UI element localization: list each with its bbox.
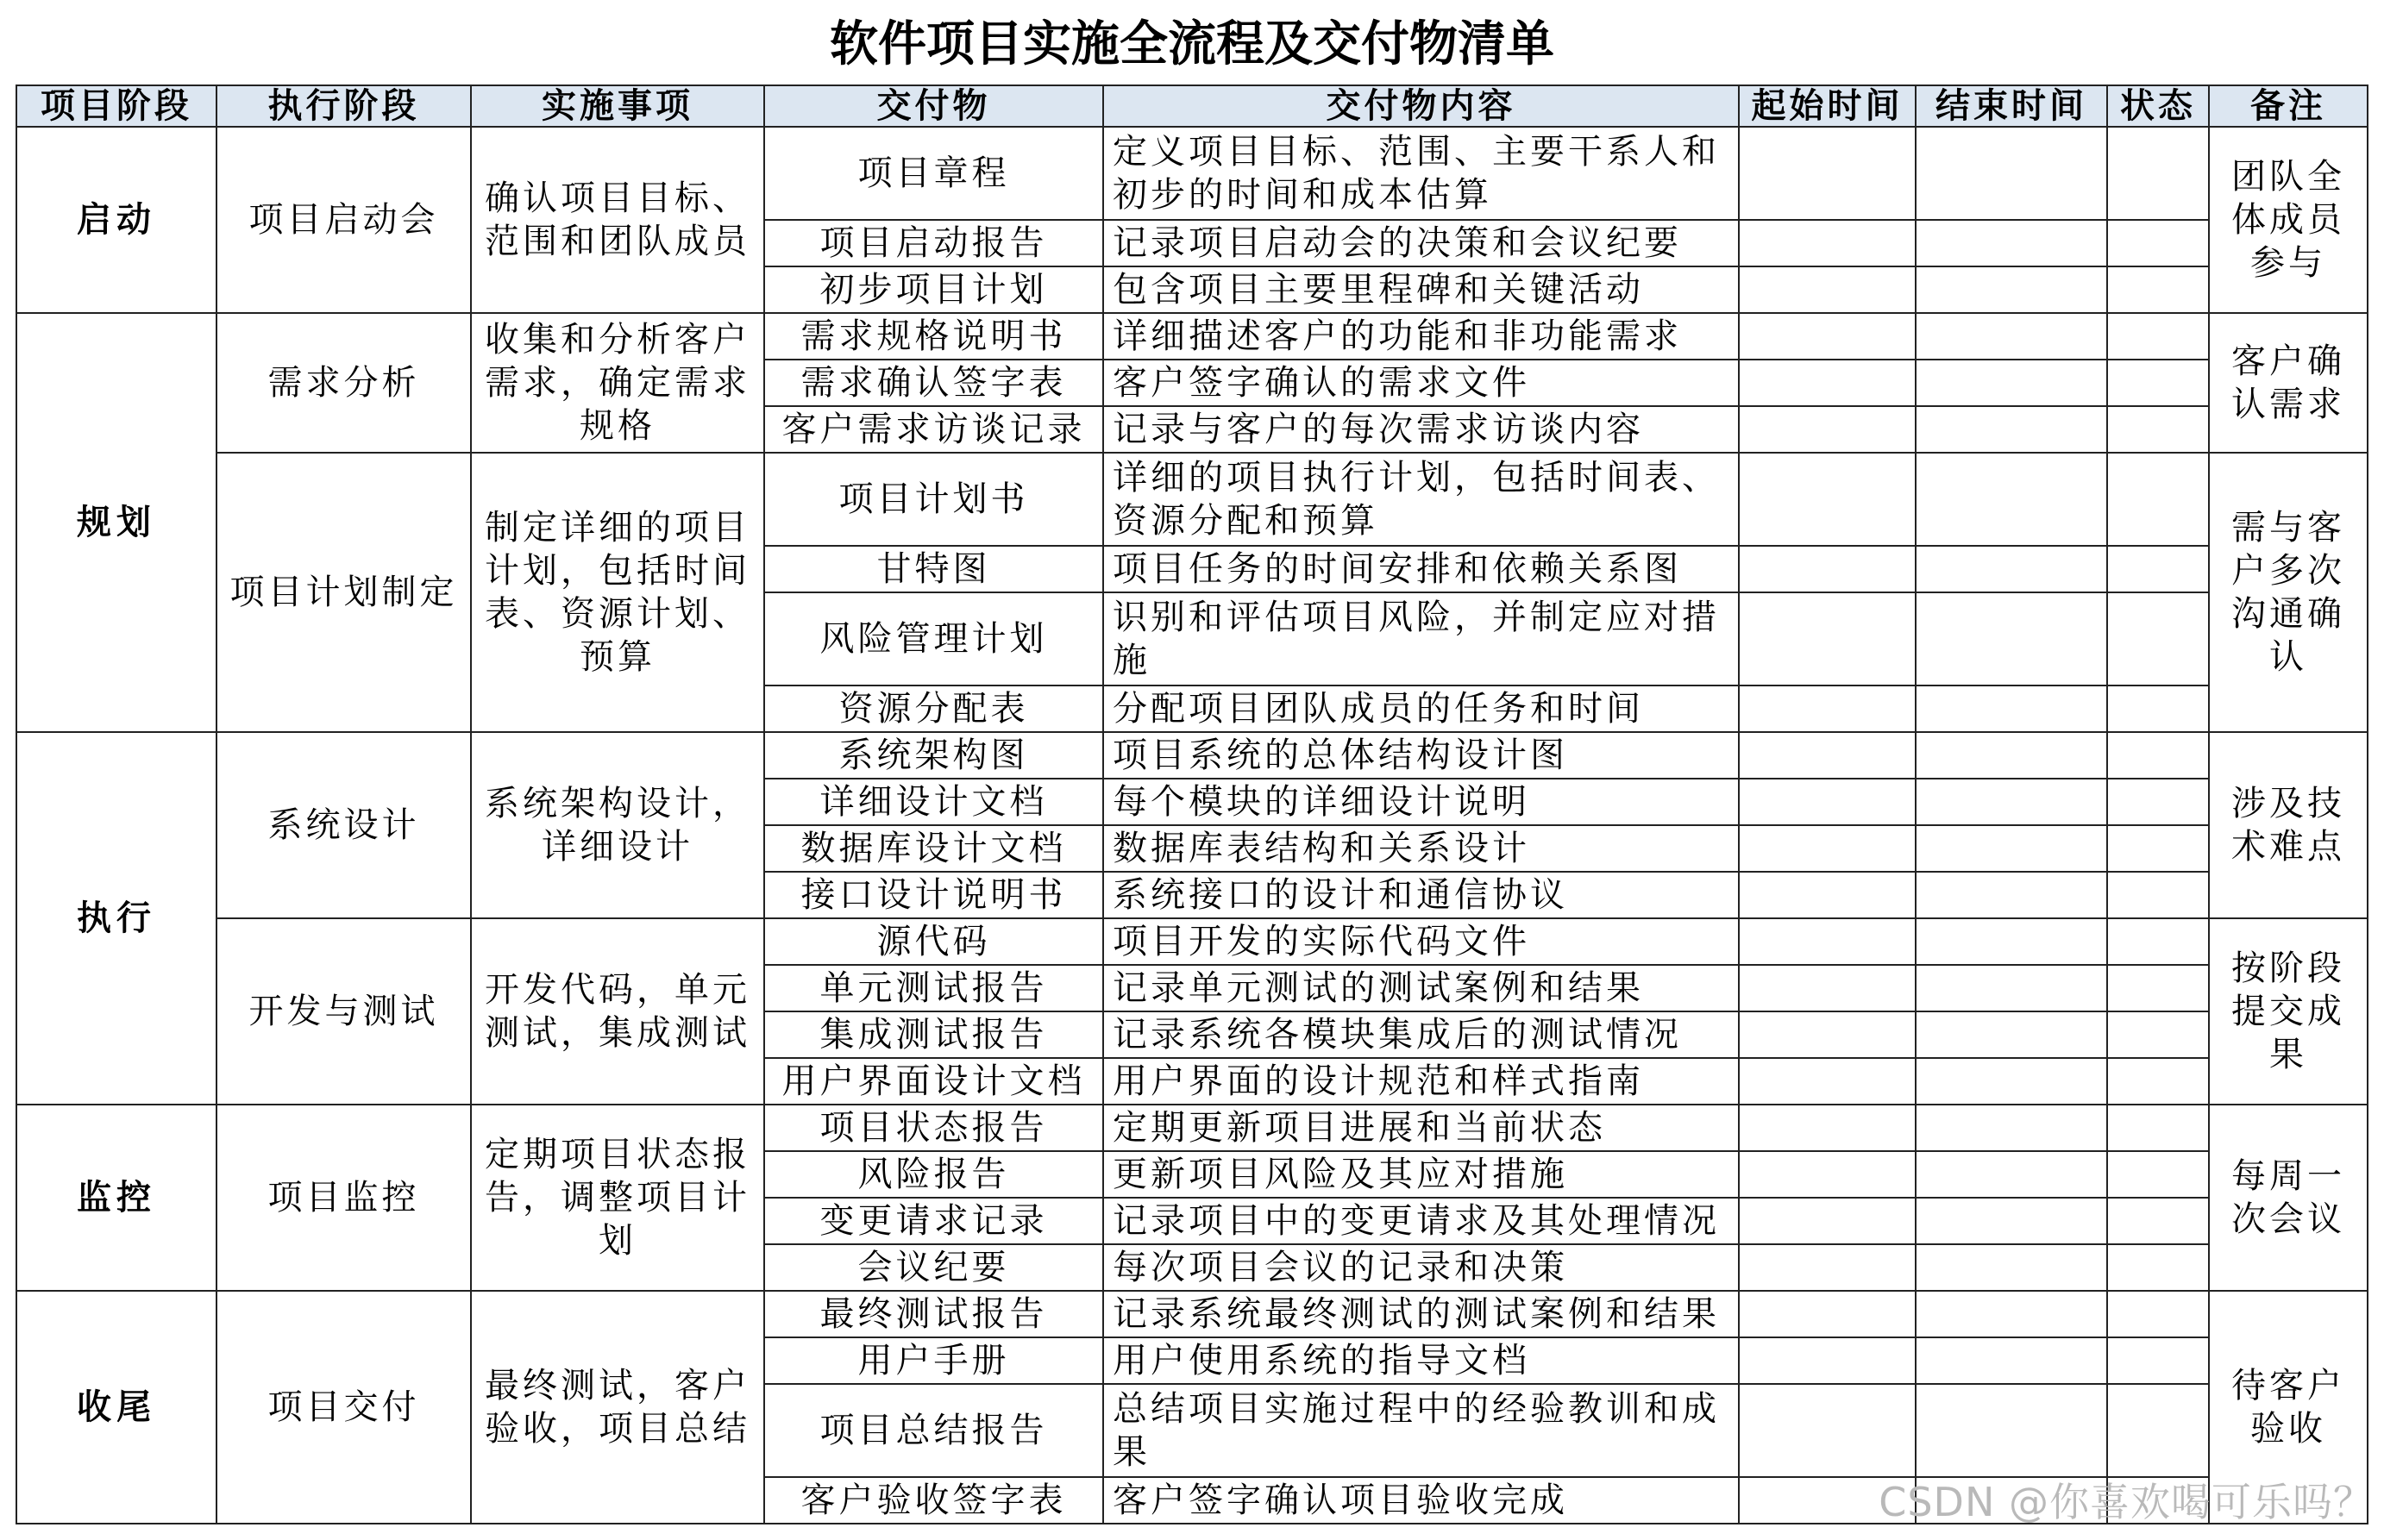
start-time-cell — [1739, 732, 1916, 779]
end-time-cell — [1916, 592, 2107, 685]
status-cell — [2107, 1384, 2209, 1477]
content-cell: 客户签字确认项目验收完成 — [1103, 1477, 1739, 1524]
deliverable-cell: 用户手册 — [764, 1337, 1103, 1384]
stage-cell: 项目交付 — [216, 1291, 471, 1524]
content-cell: 详细的项目执行计划，包括时间表、资源分配和预算 — [1103, 453, 1739, 546]
status-cell — [2107, 1011, 2209, 1058]
end-time-cell — [1916, 127, 2107, 220]
content-cell: 更新项目风险及其应对措施 — [1103, 1151, 1739, 1198]
status-cell — [2107, 732, 2209, 779]
column-header: 起始时间 — [1739, 85, 1916, 127]
deliverable-cell: 项目状态报告 — [764, 1105, 1103, 1151]
remark-cell: 团队全体成员参与 — [2209, 127, 2368, 313]
stage-cell: 系统设计 — [216, 732, 471, 918]
content-cell: 定期更新项目进展和当前状态 — [1103, 1105, 1739, 1151]
watermark-text: CSDN @你喜欢喝可乐吗？ — [1879, 1479, 2374, 1525]
deliverable-cell: 源代码 — [764, 918, 1103, 965]
start-time-cell — [1739, 1198, 1916, 1244]
status-cell — [2107, 592, 2209, 685]
status-cell — [2107, 965, 2209, 1011]
content-cell: 记录系统各模块集成后的测试情况 — [1103, 1011, 1739, 1058]
task-cell: 定期项目状态报告，调整项目计划 — [471, 1105, 764, 1291]
start-time-cell — [1739, 965, 1916, 1011]
deliverable-cell: 风险报告 — [764, 1151, 1103, 1198]
stage-cell: 开发与测试 — [216, 918, 471, 1105]
deliverable-cell: 会议纪要 — [764, 1244, 1103, 1291]
column-header: 备注 — [2209, 85, 2368, 127]
task-cell: 收集和分析客户需求，确定需求规格 — [471, 313, 764, 453]
remark-cell: 客户确认需求 — [2209, 313, 2368, 453]
table-row — [16, 732, 2368, 779]
status-cell — [2107, 406, 2209, 453]
column-header: 项目阶段 — [16, 85, 216, 127]
content-cell: 记录系统最终测试的测试案例和结果 — [1103, 1291, 1739, 1337]
deliverable-cell: 项目总结报告 — [764, 1384, 1103, 1477]
stage-cell: 项目计划制定 — [216, 453, 471, 732]
end-time-cell — [1916, 360, 2107, 406]
content-cell: 记录项目启动会的决策和会议纪要 — [1103, 220, 1739, 266]
start-time-cell — [1739, 546, 1916, 592]
status-cell — [2107, 1198, 2209, 1244]
status-cell — [2107, 872, 2209, 918]
deliverable-cell: 初步项目计划 — [764, 266, 1103, 313]
table-body — [16, 127, 2368, 1524]
content-cell: 记录单元测试的测试案例和结果 — [1103, 965, 1739, 1011]
header-row — [16, 85, 2368, 127]
deliverable-cell: 变更请求记录 — [764, 1198, 1103, 1244]
start-time-cell — [1739, 872, 1916, 918]
status-cell — [2107, 313, 2209, 360]
end-time-cell — [1916, 1198, 2107, 1244]
content-cell: 项目开发的实际代码文件 — [1103, 918, 1739, 965]
content-cell: 详细描述客户的功能和非功能需求 — [1103, 313, 1739, 360]
status-cell — [2107, 266, 2209, 313]
status-cell — [2107, 1337, 2209, 1384]
task-cell: 确认项目目标、范围和团队成员 — [471, 127, 764, 313]
status-cell — [2107, 825, 2209, 872]
deliverable-cell: 集成测试报告 — [764, 1011, 1103, 1058]
start-time-cell — [1739, 1058, 1916, 1105]
task-cell: 开发代码，单元测试，集成测试 — [471, 918, 764, 1105]
end-time-cell — [1916, 779, 2107, 825]
deliverables-table — [16, 85, 2368, 1524]
column-header: 交付物内容 — [1103, 85, 1739, 127]
table-row — [16, 1291, 2368, 1337]
content-cell: 用户使用系统的指导文档 — [1103, 1337, 1739, 1384]
end-time-cell — [1916, 406, 2107, 453]
phase-cell: 监控 — [16, 1105, 216, 1291]
content-cell: 分配项目团队成员的任务和时间 — [1103, 685, 1739, 732]
status-cell — [2107, 453, 2209, 546]
deliverable-cell: 甘特图 — [764, 546, 1103, 592]
start-time-cell — [1739, 266, 1916, 313]
status-cell — [2107, 685, 2209, 732]
phase-cell: 收尾 — [16, 1291, 216, 1524]
deliverable-cell: 最终测试报告 — [764, 1291, 1103, 1337]
phase-cell: 执行 — [16, 732, 216, 1105]
end-time-cell — [1916, 1105, 2107, 1151]
deliverable-cell: 数据库设计文档 — [764, 825, 1103, 872]
content-cell: 每个模块的详细设计说明 — [1103, 779, 1739, 825]
status-cell — [2107, 779, 2209, 825]
start-time-cell — [1739, 313, 1916, 360]
content-cell: 记录与客户的每次需求访谈内容 — [1103, 406, 1739, 453]
content-cell: 每次项目会议的记录和决策 — [1103, 1244, 1739, 1291]
end-time-cell — [1916, 1151, 2107, 1198]
deliverable-cell: 风险管理计划 — [764, 592, 1103, 685]
table-row — [16, 918, 2368, 965]
status-cell — [2107, 1151, 2209, 1198]
stage-cell: 项目监控 — [216, 1105, 471, 1291]
start-time-cell — [1739, 1105, 1916, 1151]
deliverable-cell: 需求确认签字表 — [764, 360, 1103, 406]
end-time-cell — [1916, 1011, 2107, 1058]
end-time-cell — [1916, 872, 2107, 918]
deliverable-cell: 项目章程 — [764, 127, 1103, 220]
column-header: 执行阶段 — [216, 85, 471, 127]
phase-cell: 规划 — [16, 313, 216, 732]
start-time-cell — [1739, 685, 1916, 732]
column-header: 实施事项 — [471, 85, 764, 127]
start-time-cell — [1739, 1337, 1916, 1384]
content-cell: 项目系统的总体结构设计图 — [1103, 732, 1739, 779]
status-cell — [2107, 1291, 2209, 1337]
status-cell — [2107, 546, 2209, 592]
remark-cell: 涉及技术难点 — [2209, 732, 2368, 918]
remark-cell: 待客户验收 — [2209, 1291, 2368, 1524]
content-cell: 识别和评估项目风险，并制定应对措施 — [1103, 592, 1739, 685]
remark-cell: 按阶段提交成果 — [2209, 918, 2368, 1105]
content-cell: 客户签字确认的需求文件 — [1103, 360, 1739, 406]
column-header: 交付物 — [764, 85, 1103, 127]
status-cell — [2107, 360, 2209, 406]
start-time-cell — [1739, 825, 1916, 872]
deliverable-cell: 项目启动报告 — [764, 220, 1103, 266]
deliverable-cell: 详细设计文档 — [764, 779, 1103, 825]
table-row — [16, 1105, 2368, 1151]
end-time-cell — [1916, 220, 2107, 266]
deliverable-cell: 资源分配表 — [764, 685, 1103, 732]
task-cell: 最终测试，客户验收，项目总结 — [471, 1291, 764, 1524]
deliverable-cell: 单元测试报告 — [764, 965, 1103, 1011]
start-time-cell — [1739, 220, 1916, 266]
page-title: 软件项目实施全流程及交付物清单 — [830, 16, 1554, 72]
start-time-cell — [1739, 360, 1916, 406]
content-cell: 定义项目目标、范围、主要干系人和初步的时间和成本估算 — [1103, 127, 1739, 220]
deliverable-cell: 客户需求访谈记录 — [764, 406, 1103, 453]
start-time-cell — [1739, 1011, 1916, 1058]
start-time-cell — [1739, 1151, 1916, 1198]
status-cell — [2107, 1058, 2209, 1105]
content-cell: 用户界面的设计规范和样式指南 — [1103, 1058, 1739, 1105]
content-cell: 系统接口的设计和通信协议 — [1103, 872, 1739, 918]
content-cell: 总结项目实施过程中的经验教训和成果 — [1103, 1384, 1739, 1477]
table-row — [16, 127, 2368, 220]
start-time-cell — [1739, 918, 1916, 965]
start-time-cell — [1739, 453, 1916, 546]
stage-cell: 项目启动会 — [216, 127, 471, 313]
table-row — [16, 453, 2368, 546]
status-cell — [2107, 127, 2209, 220]
end-time-cell — [1916, 965, 2107, 1011]
end-time-cell — [1916, 918, 2107, 965]
status-cell — [2107, 1244, 2209, 1291]
phase-cell: 启动 — [16, 127, 216, 313]
start-time-cell — [1739, 1291, 1916, 1337]
end-time-cell — [1916, 825, 2107, 872]
start-time-cell — [1739, 406, 1916, 453]
remark-cell: 每周一次会议 — [2209, 1105, 2368, 1291]
deliverable-cell: 项目计划书 — [764, 453, 1103, 546]
remark-cell: 需与客户多次沟通确认 — [2209, 453, 2368, 732]
end-time-cell — [1916, 266, 2107, 313]
deliverable-cell: 客户验收签字表 — [764, 1477, 1103, 1524]
content-cell: 包含项目主要里程碑和关键活动 — [1103, 266, 1739, 313]
start-time-cell — [1739, 592, 1916, 685]
start-time-cell — [1739, 127, 1916, 220]
task-cell: 系统架构设计，详细设计 — [471, 732, 764, 918]
status-cell — [2107, 1105, 2209, 1151]
status-cell — [2107, 220, 2209, 266]
column-header: 状态 — [2107, 85, 2209, 127]
start-time-cell — [1739, 1244, 1916, 1291]
stage-cell: 需求分析 — [216, 313, 471, 453]
end-time-cell — [1916, 685, 2107, 732]
content-cell: 数据库表结构和关系设计 — [1103, 825, 1739, 872]
deliverable-cell: 接口设计说明书 — [764, 872, 1103, 918]
end-time-cell — [1916, 546, 2107, 592]
content-cell: 记录项目中的变更请求及其处理情况 — [1103, 1198, 1739, 1244]
table-row — [16, 313, 2368, 360]
status-cell — [2107, 918, 2209, 965]
end-time-cell — [1916, 1244, 2107, 1291]
start-time-cell — [1739, 779, 1916, 825]
deliverable-cell: 用户界面设计文档 — [764, 1058, 1103, 1105]
column-header: 结束时间 — [1916, 85, 2107, 127]
end-time-cell — [1916, 1291, 2107, 1337]
end-time-cell — [1916, 732, 2107, 779]
end-time-cell — [1916, 1337, 2107, 1384]
deliverable-cell: 系统架构图 — [764, 732, 1103, 779]
end-time-cell — [1916, 1058, 2107, 1105]
start-time-cell — [1739, 1384, 1916, 1477]
end-time-cell — [1916, 1384, 2107, 1477]
deliverable-cell: 需求规格说明书 — [764, 313, 1103, 360]
content-cell: 项目任务的时间安排和依赖关系图 — [1103, 546, 1739, 592]
end-time-cell — [1916, 313, 2107, 360]
task-cell: 制定详细的项目计划，包括时间表、资源计划、预算 — [471, 453, 764, 732]
end-time-cell — [1916, 453, 2107, 546]
